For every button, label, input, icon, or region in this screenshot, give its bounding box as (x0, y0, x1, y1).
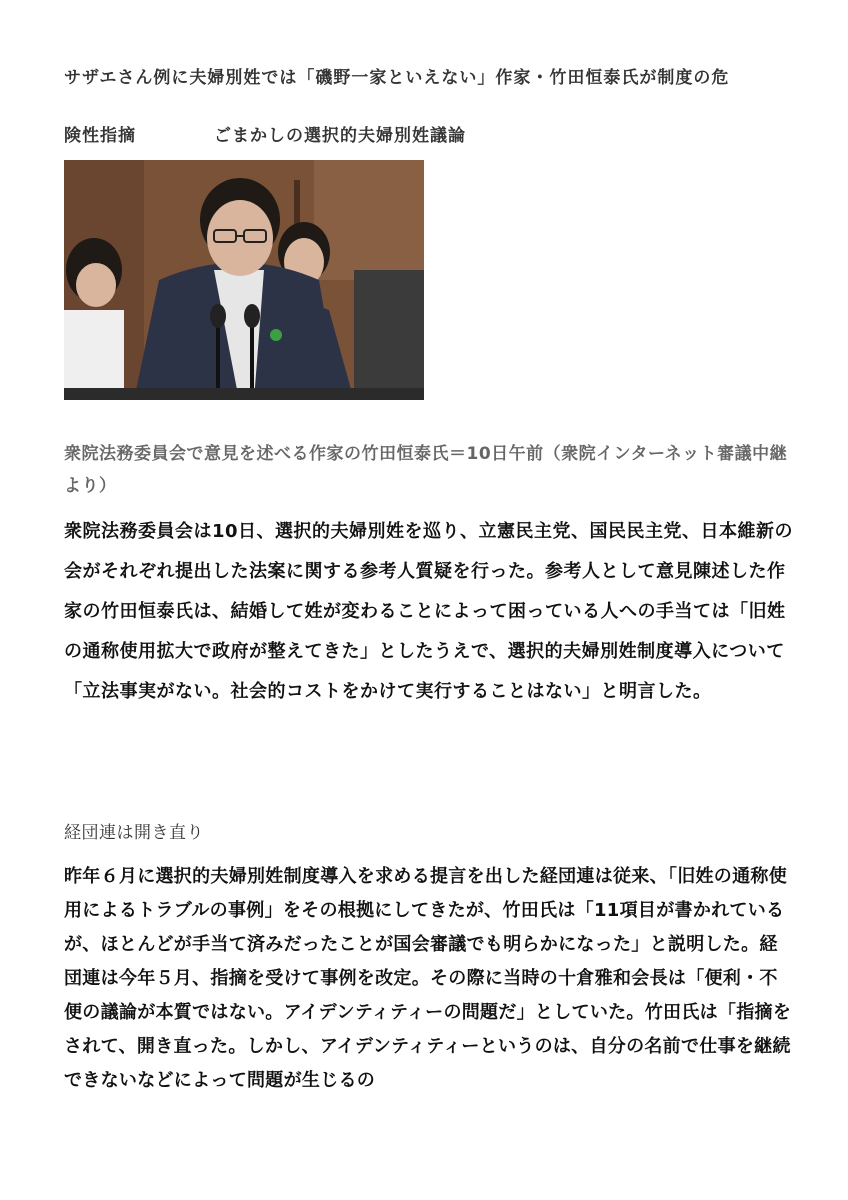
headline-line-1: サザエさん例に夫婦別姓では「磯野一家といえない」作家・竹田恒泰氏が制度の危 (64, 68, 730, 88)
speaker-photo-illustration (64, 160, 424, 400)
section-heading: 経団連は開き直り (64, 823, 204, 843)
article-body-1 (64, 512, 794, 712)
article-paragraph-1: 衆院法務委員会は10日、選択的夫婦別姓を巡り、立憲民主党、国民民主党、日本維新の会がそれぞれ提出した法案に関する参考人質疑を行った。参考人として意見陳述した作家の竹田恒泰氏は、結婚して姓が変わることによって困っている人への手当ては「旧姓の通称使用拡大で政府が整えてきた」としたうえで、選択的夫婦別姓制度導入について「立法事実がない。社会的コストをかけて実行することはない」と明言した。 (64, 521, 794, 702)
news-photo (64, 160, 424, 400)
headline-line-2 (64, 121, 794, 146)
headline-subtitle: ごまかしの選択的夫婦別姓議論 (214, 126, 466, 146)
headline-line-2-main: 険性指摘 (64, 126, 136, 146)
photo-caption: 衆院法務委員会で意見を述べる作家の竹田恒泰氏＝10日午前（衆院インターネット審議中継より） (64, 444, 788, 496)
article-body-2 (64, 860, 794, 1098)
article-paragraph-2: 昨年６月に選択的夫婦別姓制度導入を求める提言を出した経団連は従来、「旧姓の通称使用によるトラブルの事例」をその根拠にしてきたが、竹田氏は「11項目が書かれているが、ほとんどが手当て済みだったことが国会審議でも明らかになった」と説明した。経団連は今年５月、指摘を受けて事例を改定。その際に当時の十倉雅和会長は「便利・不便の議論が本質ではない。アイデンティティーの問題だ」としていた。竹田氏は「指摘をされて、開き直った。しかし、アイデンティティーというのは、自分の名前で仕事を継続できないなどによって問題が生じるの (64, 866, 792, 1091)
